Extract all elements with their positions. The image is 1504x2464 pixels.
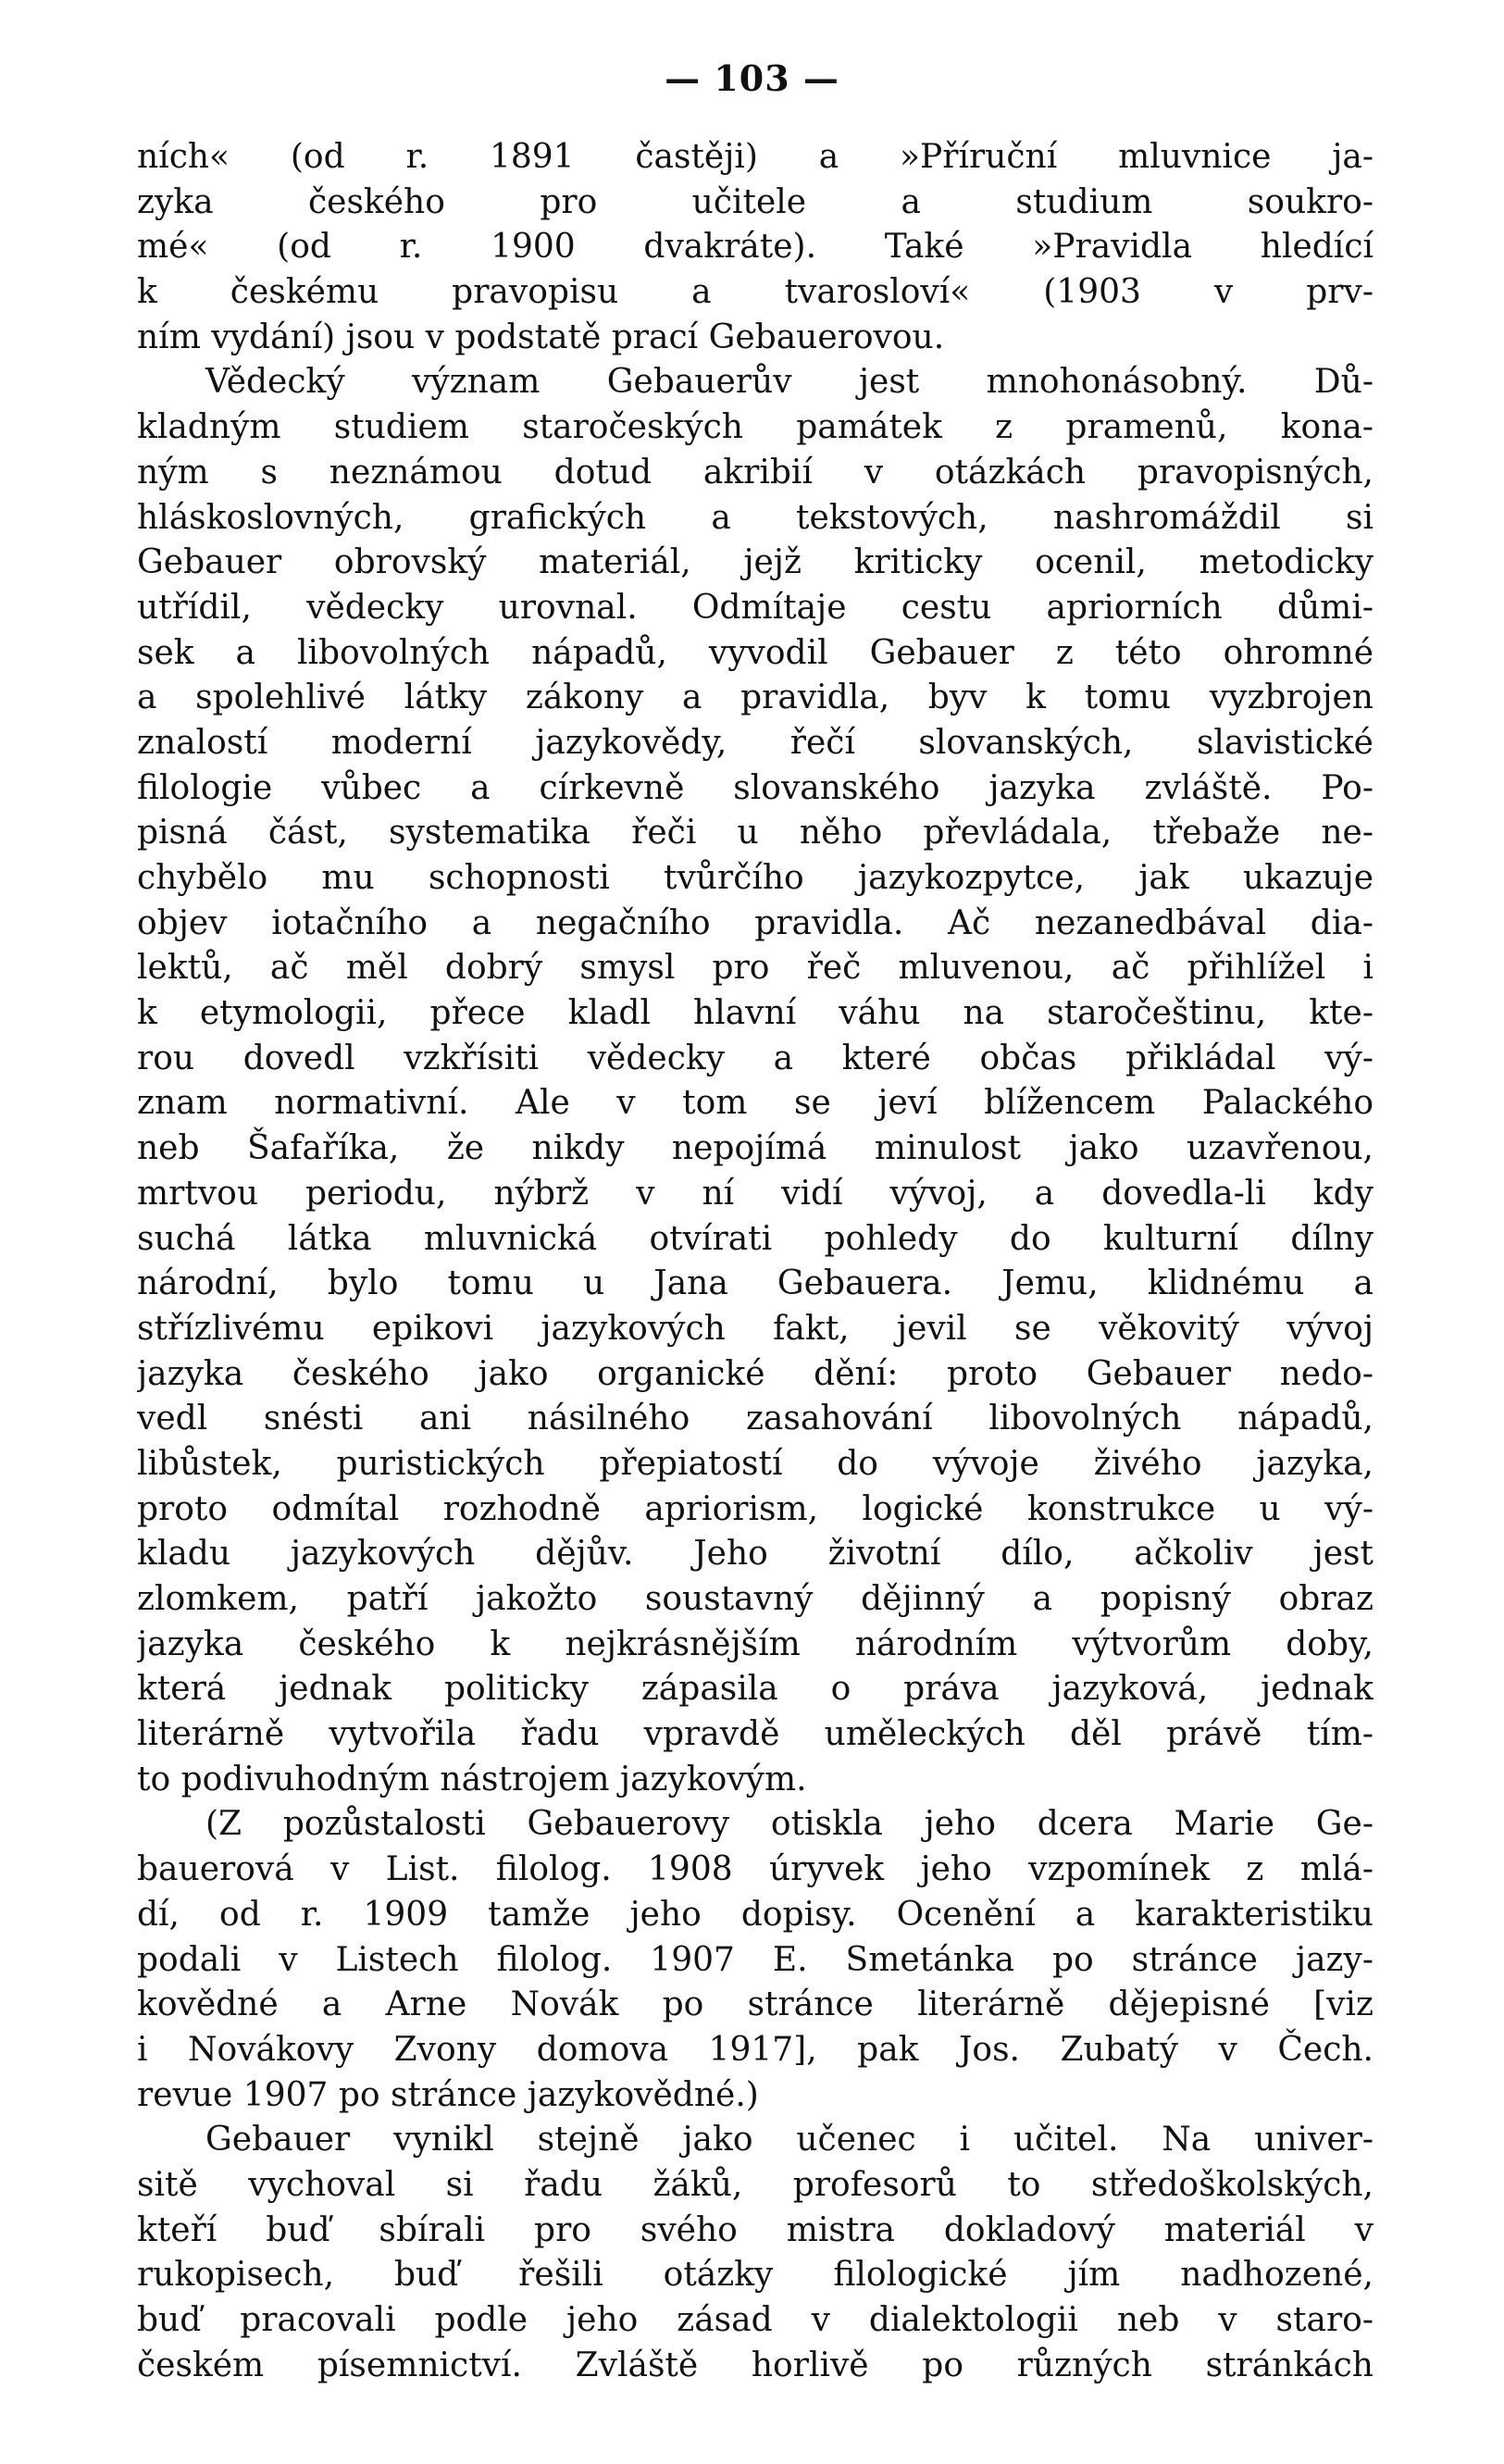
text-line: znalostí moderní jazykovědy, řečí slovanských, slavistické [137, 723, 1373, 762]
text-line: která jednak politicky zápasila o práva jazyková, jednak [137, 1670, 1373, 1709]
text-line: podali v Listech filolog. 1907 E. Smetánka po stránce jazy- [137, 1940, 1373, 1979]
text-line: ným s neznámou dotud akribií v otázkách pravopisných, [137, 453, 1373, 492]
text-line: k českému pravopisu a tvarosloví« (1903 v prv- [137, 273, 1373, 312]
text-line: ním vydání) jsou v podstatě prací Gebauerovou. [137, 317, 945, 356]
text-line: suchá látka mluvnická otvírati pohledy do kulturní dílny [137, 1219, 1373, 1258]
text-line: jazyka českého k nejkrásnějším národním výtvorům doby, [137, 1624, 1373, 1663]
text-line: kteří buď sbírali pro svého mistra dokladový materiál v [137, 2210, 1373, 2249]
text-line: proto odmítal rozhodně apriorism, logické konstrukce u vý- [137, 1489, 1373, 1528]
text-line: buď pracovali podle jeho zásad v dialektologii neb v staro- [137, 2301, 1373, 2339]
text-line: libůstek, puristických přepiatostí do vývoje živého jazyka, [137, 1444, 1373, 1483]
text-line: pisná část, systematika řeči u něho převládala, třebaže ne- [137, 814, 1373, 852]
text-line: literárně vytvořila řadu vpravdě uměleckých děl právě tím- [137, 1715, 1373, 1754]
text-line: střízlivému epikovi jazykových fakt, jevil se věkovitý vývoj [137, 1309, 1373, 1348]
text-line: kladným studiem staročeských památek z pramenů, kona- [137, 408, 1373, 447]
text-line: Gebauer vynikl stejně jako učenec i učitel. Na univer- [205, 2121, 1373, 2159]
text-line: Gebauer obrovský materiál, jejž kriticky ocenil, metodicky [137, 543, 1373, 582]
text-line: jazyka českého jako organické dění: proto Gebauer nedo- [137, 1354, 1373, 1393]
text-line: hláskoslovných, grafických a tekstových, nashromáždil si [137, 498, 1373, 537]
text-line: vedl snésti ani násilného zasahování libovolných nápadů, [137, 1400, 1373, 1438]
text-line: chybělo mu schopnosti tvůrčího jazykozpytce, jak ukazuje [137, 859, 1373, 897]
text-line: kovědné a Arne Novák po stránce literárně dějepisné [viz [137, 1985, 1373, 2024]
text-line: kladu jazykových dějův. Jeho životní dílo, ačkoliv jest [137, 1535, 1373, 1574]
text-line: filologie vůbec a církevně slovanského jazyka zvláště. Po- [137, 768, 1373, 807]
text-line: a spolehlivé látky zákony a pravidla, byv k tomu vyzbrojen [137, 678, 1373, 717]
text-line: ních« (od r. 1891 častěji) a »Příruční mluvnice ja- [137, 138, 1373, 176]
body-text [137, 135, 1373, 2388]
text-line: Vědecký význam Gebauerův jest mnohonásobný. Dů- [205, 363, 1373, 402]
text-line: národní, bylo tomu u Jana Gebauera. Jemu, klidnému a [137, 1264, 1373, 1303]
text-line: sitě vychoval si řadu žáků, profesorů to středoškolských, [137, 2165, 1373, 2204]
text-line: revue 1907 po stránce jazykovědné.) [137, 2075, 759, 2114]
text-line: to podivuhodným nástrojem jazykovým. [137, 1760, 807, 1798]
page-number: — 103 — [665, 57, 839, 99]
text-line: bauerová v List. filolog. 1908 úryvek jeho vzpomínek z mlá- [137, 1850, 1373, 1889]
text-line: objev iotačního a negačního pravidla. Ač nezanedbával dia- [137, 903, 1373, 942]
text-line: rou dovedl vzkřísiti vědecky a které občas přikládal vý- [137, 1039, 1373, 1077]
text-line: znam normativní. Ale v tom se jeví blížencem Palackého [137, 1084, 1373, 1123]
text-line: zyka českého pro učitele a studium soukro- [137, 182, 1373, 221]
text-line: rukopisech, buď řešili otázky filologické jím nadhozené, [137, 2256, 1373, 2295]
text-line: sek a libovolných nápadů, vyvodil Gebauer z této ohromné [137, 633, 1373, 672]
text-line: lektů, ač měl dobrý smysl pro řeč mluvenou, ač přihlížel i [137, 949, 1373, 988]
text-line: k etymologii, přece kladl hlavní váhu na staročeštinu, kte- [137, 994, 1373, 1033]
text-line: i Novákovy Zvony domova 1917], pak Jos. Zubatý v Čech. [137, 2030, 1373, 2069]
text-line: českém písemnictví. Zvláště horlivě po různých stránkách [137, 2346, 1373, 2384]
text-line: utřídil, vědecky urovnal. Odmítaje cestu apriorních důmi- [137, 588, 1373, 627]
text-line: mé« (od r. 1900 dvakráte). Také »Pravidla hledící [137, 228, 1373, 267]
text-line: mrtvou periodu, nýbrž v ní vidí vývoj, a dovedla-li kdy [137, 1174, 1373, 1213]
text-line: zlomkem, patří jakožto soustavný dějinný a popisný obraz [137, 1580, 1373, 1618]
text-line: dí, od r. 1909 tamže jeho dopisy. Ocenění a karakteristiku [137, 1895, 1373, 1934]
text-line: neb Šafaříka, že nikdy nepojímá minulost jako uzavřenou, [137, 1129, 1373, 1168]
text-line: (Z pozůstalosti Gebauerovy otiskla jeho dcera Marie Ge- [205, 1805, 1373, 1844]
